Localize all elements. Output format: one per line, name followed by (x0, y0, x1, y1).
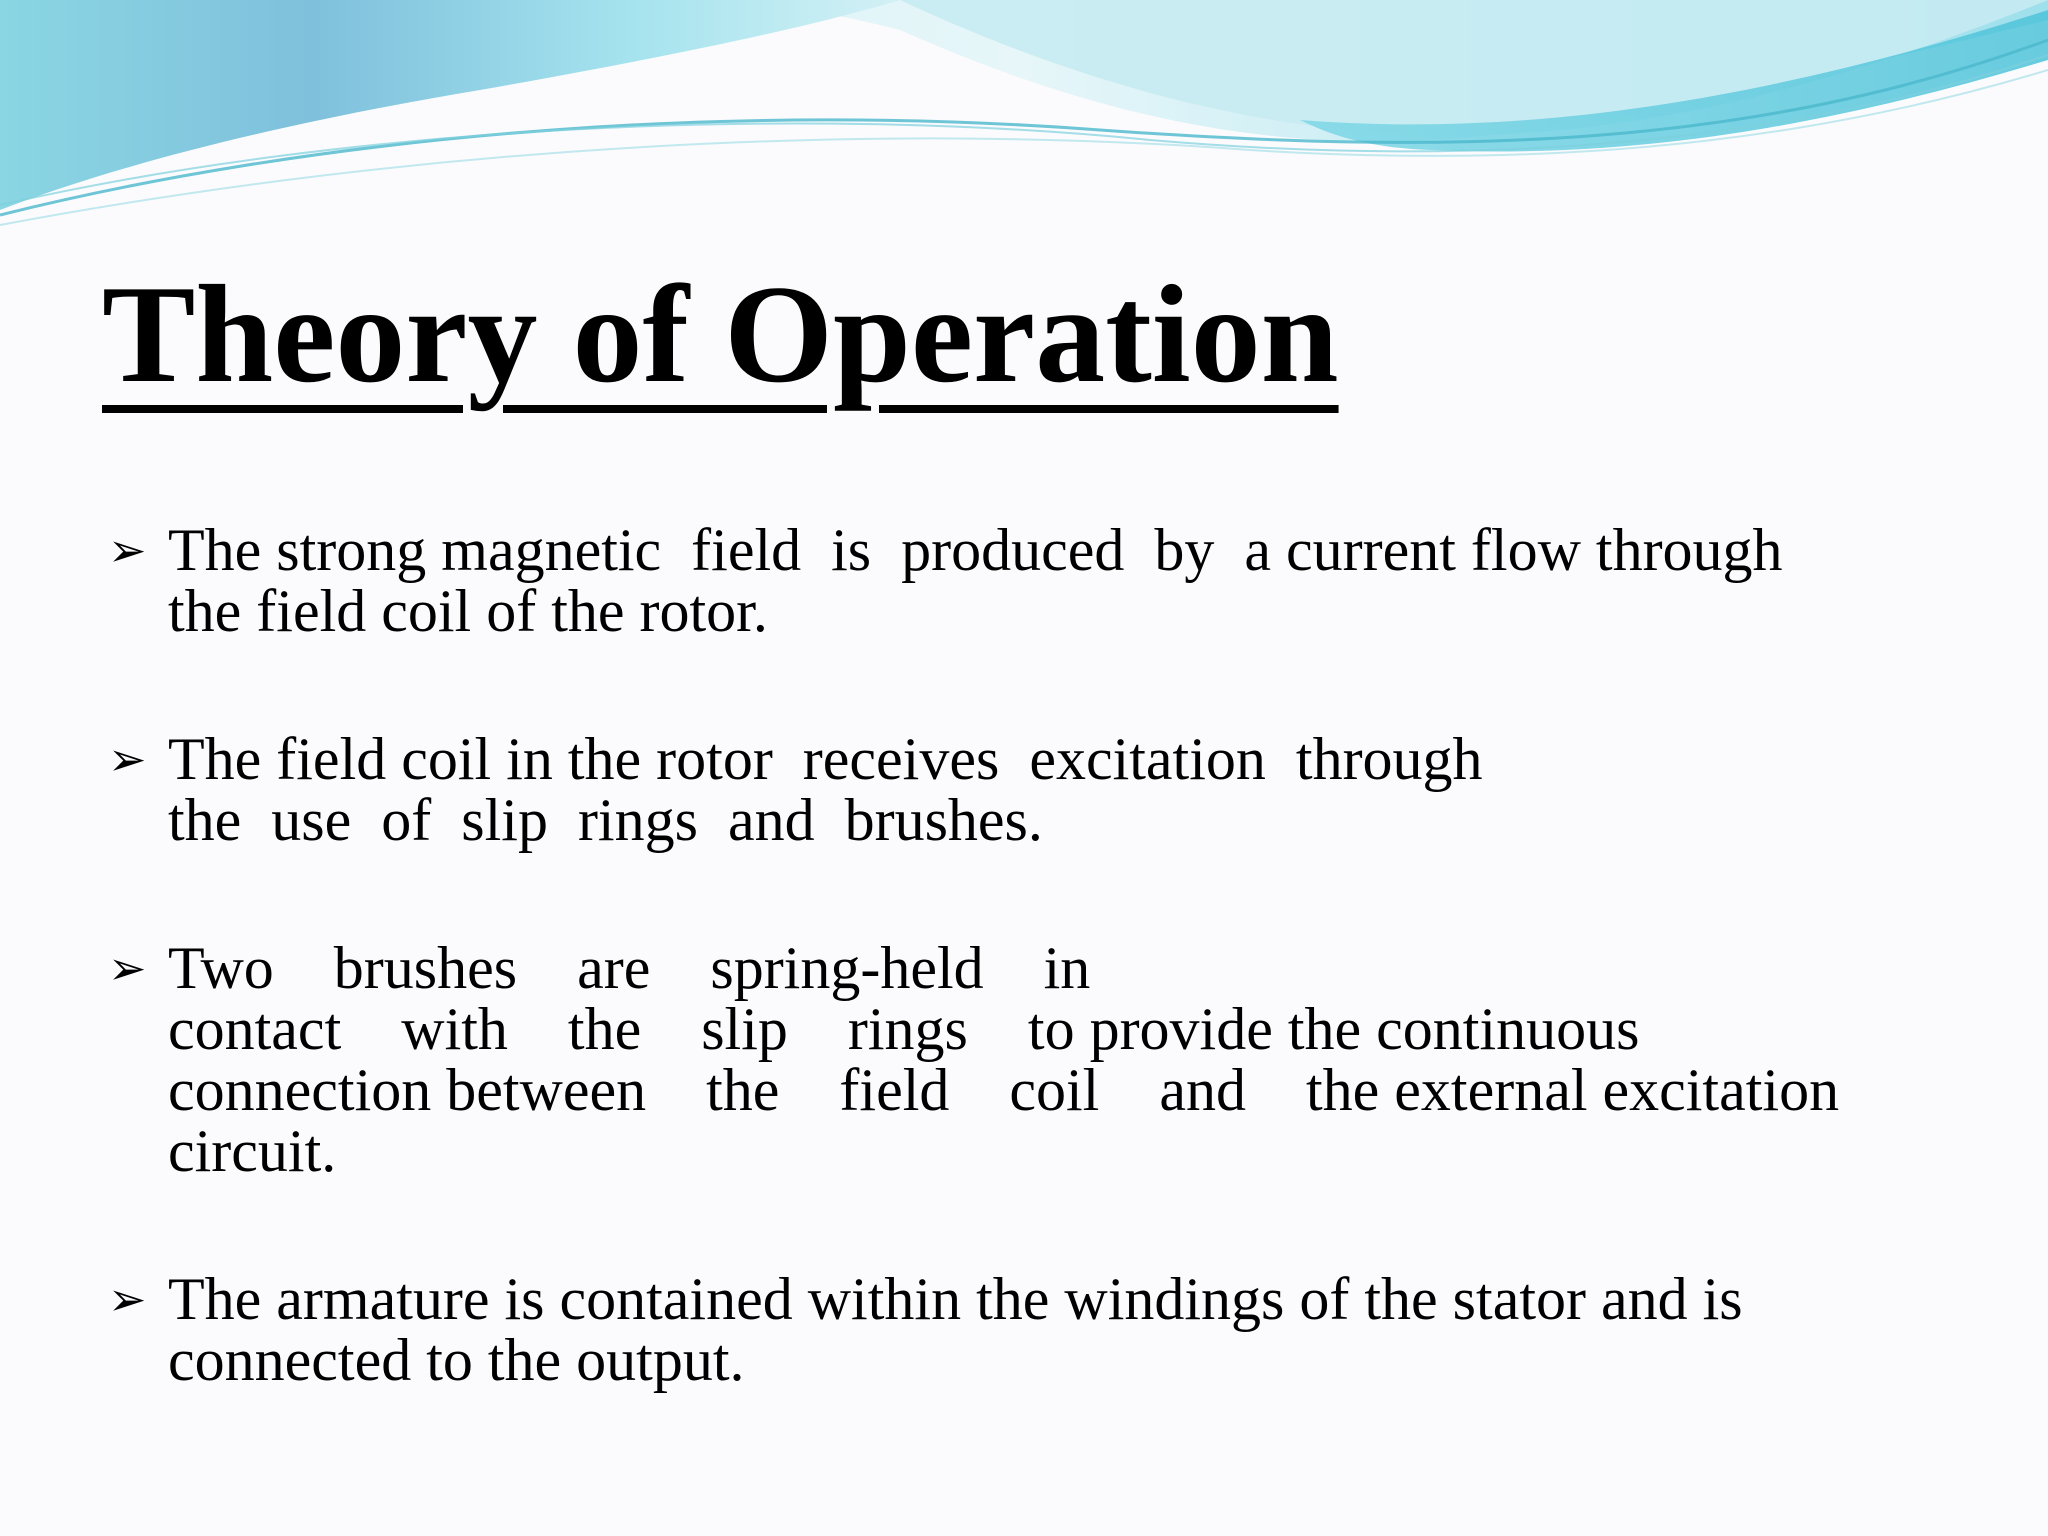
bullet-line: The strong magnetic field is produced by a current flow through (168, 517, 1783, 583)
arrowhead-bullet-icon: ➢ (108, 523, 147, 577)
bullet-line: contact with the slip rings to provide the continuous (168, 996, 1640, 1062)
bullet-line: circuit. (168, 1118, 337, 1184)
bullet-line: The field coil in the rotor receives excitation through (168, 726, 1483, 792)
bullet-list (108, 517, 1888, 1478)
bullet-line: Two brushes are spring-held in (168, 935, 1091, 1001)
bullet-line: The armature is contained within the windings of the stator and is (168, 1266, 1743, 1332)
list-item (108, 1266, 1888, 1393)
arrowhead-bullet-icon: ➢ (108, 941, 147, 995)
list-item (108, 517, 1888, 644)
bullet-line: connected to the output. (168, 1327, 745, 1393)
wave-banner (0, 0, 2048, 240)
list-item (108, 726, 1888, 853)
page-title: Theory of Operation (102, 257, 1339, 412)
list-item (108, 935, 1888, 1184)
bullet-line: the field coil of the rotor. (168, 578, 768, 644)
arrowhead-bullet-icon: ➢ (108, 732, 147, 786)
bullet-line: the use of slip rings and brushes. (168, 787, 1043, 853)
bullet-line: connection between the field coil and the external excitation (168, 1057, 1840, 1123)
arrowhead-bullet-icon: ➢ (108, 1272, 147, 1326)
